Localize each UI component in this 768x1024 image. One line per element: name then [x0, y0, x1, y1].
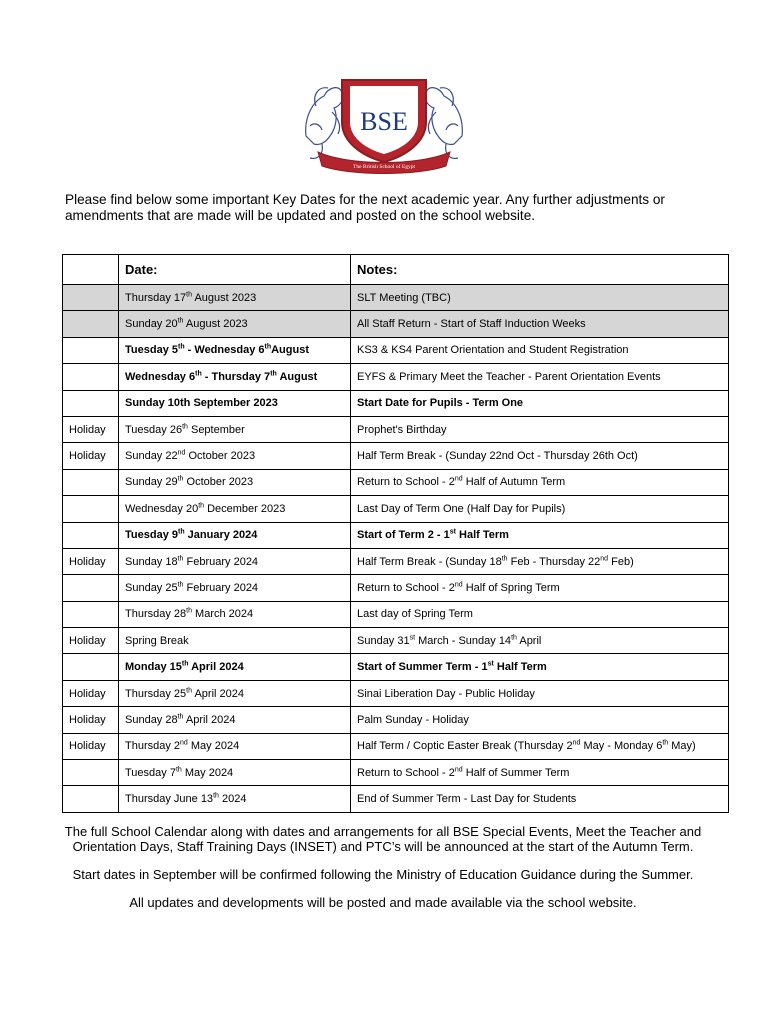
- table-row: [63, 390, 729, 416]
- ordinal-suffix: st: [487, 660, 494, 668]
- row-date: [119, 416, 351, 442]
- cell-text: August: [276, 370, 318, 383]
- cell-text: August 2023: [192, 291, 257, 304]
- cell-text: Thursday June 13: [125, 793, 214, 806]
- ordinal-suffix: th: [178, 343, 185, 351]
- ordinal-suffix: nd: [600, 554, 609, 562]
- row-type: Holiday: [63, 548, 119, 574]
- footer-notes: [62, 824, 704, 923]
- row-date: [119, 760, 351, 786]
- cell-text: EYFS & Primary Meet the Teacher - Parent Orientation Events: [357, 370, 661, 383]
- row-date: [119, 654, 351, 680]
- cell-text: Thursday 17: [125, 291, 187, 304]
- table-body: [63, 285, 729, 813]
- row-date: [119, 285, 351, 311]
- cell-text: Start Date for Pupils - Term One: [357, 397, 524, 410]
- row-note: [351, 443, 729, 469]
- key-dates-table: [62, 254, 729, 813]
- cell-text: Last Day of Term One (Half Day for Pupils): [357, 502, 566, 515]
- row-date: [119, 443, 351, 469]
- cell-text: 2024: [218, 793, 247, 806]
- row-date: [119, 786, 351, 812]
- cell-text: Tuesday 7: [125, 766, 176, 779]
- table-row: [63, 364, 729, 390]
- table-row: [63, 416, 729, 442]
- cell-text: Half of Spring Term: [462, 581, 560, 594]
- row-note: [351, 707, 729, 733]
- ordinal-suffix: th: [177, 317, 184, 325]
- cell-text: October 2023: [183, 476, 254, 489]
- row-date: [119, 628, 351, 654]
- ordinal-suffix: th: [264, 343, 272, 351]
- table-row: [63, 496, 729, 522]
- table-row: [63, 337, 729, 363]
- row-type: [63, 496, 119, 522]
- ordinal-suffix: th: [186, 686, 192, 694]
- cell-text: Half Term Break - (Sunday 18: [357, 555, 502, 568]
- cell-text: Wednesday 20: [125, 502, 199, 515]
- ordinal-suffix: th: [213, 792, 219, 800]
- header-type: [63, 255, 119, 285]
- cell-text: August 2023: [183, 318, 248, 331]
- row-note: [351, 548, 729, 574]
- cell-text: Half of Autumn Term: [462, 476, 566, 489]
- ordinal-suffix: th: [177, 475, 184, 483]
- row-type: Holiday: [63, 680, 119, 706]
- cell-text: Monday 15: [125, 661, 182, 674]
- cell-text: May): [668, 740, 696, 753]
- row-type: Holiday: [63, 707, 119, 733]
- cell-text: Palm Sunday - Holiday: [357, 713, 469, 726]
- cell-text: August: [271, 344, 309, 357]
- row-date: [119, 390, 351, 416]
- cell-text: Return to School - 2: [357, 476, 455, 489]
- table-row: [63, 311, 729, 337]
- cell-text: Feb - Thursday 22: [507, 555, 601, 568]
- row-type: [63, 311, 119, 337]
- cell-text: All Staff Return - Start of Staff Induction Weeks: [357, 318, 586, 331]
- cell-text: Start of Term 2 - 1: [357, 529, 450, 542]
- cell-text: Sunday 25: [125, 581, 178, 594]
- ordinal-suffix: st: [409, 634, 416, 642]
- logo-motto: The British School of Egypt: [352, 164, 416, 170]
- cell-text: Thursday 25: [125, 687, 187, 700]
- footer-paragraph-start-dates: Start dates in September will be confirmed following the Ministry of Education Guidance during the Summer.: [72, 867, 694, 882]
- ordinal-suffix: th: [195, 370, 202, 378]
- cell-text: April 2024: [192, 687, 244, 700]
- table-row: [63, 548, 729, 574]
- ordinal-suffix: th: [177, 554, 184, 562]
- row-date: [119, 469, 351, 495]
- cell-text: Sunday 28: [125, 713, 178, 726]
- ordinal-suffix: st: [449, 528, 456, 536]
- cell-text: Thursday 2: [125, 740, 181, 753]
- cell-text: May - Monday 6: [580, 740, 663, 753]
- row-type: [63, 786, 119, 812]
- school-logo: [298, 66, 470, 178]
- ordinal-suffix: th: [662, 739, 669, 747]
- cell-text: December 2023: [204, 502, 286, 515]
- cell-text: Return to School - 2: [357, 766, 455, 779]
- row-type: [63, 601, 119, 627]
- row-type: [63, 285, 119, 311]
- cell-text: Start of Summer Term - 1: [357, 661, 488, 674]
- cell-text: Half of Summer Term: [462, 766, 570, 779]
- ordinal-suffix: th: [177, 581, 184, 589]
- cell-text: Return to School - 2: [357, 581, 455, 594]
- table-header-row: [63, 255, 729, 285]
- cell-text: Sinai Liberation Day - Public Holiday: [357, 687, 535, 700]
- row-date: [119, 575, 351, 601]
- row-note: [351, 364, 729, 390]
- row-type: [63, 522, 119, 548]
- table-row: [63, 628, 729, 654]
- row-note: [351, 390, 729, 416]
- cell-text: Sunday 20: [125, 318, 178, 331]
- row-note: [351, 416, 729, 442]
- ordinal-suffix: th: [270, 370, 277, 378]
- row-note: [351, 601, 729, 627]
- row-date: [119, 733, 351, 759]
- row-type: Holiday: [63, 416, 119, 442]
- cell-text: Half Term Break - (Sunday 22nd Oct - Thursday 26th Oct): [357, 450, 638, 463]
- cell-text: Sunday 10th September 2023: [125, 397, 278, 410]
- cell-text: January 2024: [184, 529, 258, 542]
- cell-text: Tuesday 26: [125, 423, 183, 436]
- ordinal-suffix: th: [186, 607, 192, 615]
- row-note: [351, 285, 729, 311]
- ordinal-suffix: nd: [180, 739, 188, 747]
- cell-text: Thursday 28: [125, 608, 187, 621]
- cell-text: End of Summer Term - Last Day for Students: [357, 793, 577, 806]
- cell-text: February 2024: [183, 581, 259, 594]
- bse-crest-icon: [298, 66, 470, 178]
- row-type: [63, 575, 119, 601]
- cell-text: Sunday 29: [125, 476, 178, 489]
- row-type: Holiday: [63, 733, 119, 759]
- row-note: [351, 311, 729, 337]
- left-lion-icon: [306, 88, 344, 159]
- cell-text: Feb): [608, 555, 634, 568]
- row-note: [351, 733, 729, 759]
- row-type: Holiday: [63, 628, 119, 654]
- row-note: [351, 760, 729, 786]
- ordinal-suffix: nd: [177, 449, 186, 457]
- cell-text: Sunday 18: [125, 555, 178, 568]
- cell-text: September: [187, 423, 245, 436]
- row-note: [351, 522, 729, 548]
- row-type: [63, 364, 119, 390]
- table-row: [63, 680, 729, 706]
- row-note: [351, 786, 729, 812]
- row-note: [351, 575, 729, 601]
- row-date: [119, 680, 351, 706]
- cell-text: April: [516, 634, 542, 647]
- cell-text: KS3 & KS4 Parent Orientation and Student Registration: [357, 344, 629, 357]
- right-lion-icon: [425, 88, 463, 159]
- row-note: [351, 654, 729, 680]
- cell-text: Tuesday 5: [125, 344, 178, 357]
- cell-text: Spring Break: [125, 634, 189, 647]
- intro-paragraph: Please find below some important Key Dates for the next academic year. Any further adjustments or amendments that are made will be updated and posted on the school website.: [65, 192, 665, 223]
- cell-text: - Wednesday 6: [184, 344, 265, 357]
- cell-text: April 2024: [188, 661, 244, 674]
- cell-text: February 2024: [183, 555, 259, 568]
- footer-paragraph-updates: All updates and developments will be posted and made available via the school website.: [129, 895, 637, 910]
- row-type: [63, 390, 119, 416]
- cell-text: Wednesday 6: [125, 370, 196, 383]
- cell-text: Sunday 31: [357, 634, 410, 647]
- ordinal-suffix: th: [181, 660, 189, 668]
- ordinal-suffix: nd: [454, 581, 463, 589]
- row-type: Holiday: [63, 443, 119, 469]
- header-notes: Notes:: [351, 255, 729, 285]
- row-date: [119, 548, 351, 574]
- ordinal-suffix: th: [501, 554, 508, 562]
- header-date: Date:: [119, 255, 351, 285]
- table-row: [63, 285, 729, 311]
- table-row: [63, 733, 729, 759]
- table-row: [63, 443, 729, 469]
- ordinal-suffix: th: [511, 634, 517, 642]
- ordinal-suffix: nd: [454, 766, 463, 774]
- ordinal-suffix: nd: [572, 739, 581, 747]
- row-date: [119, 707, 351, 733]
- cell-text: Tuesday 9: [125, 529, 178, 542]
- row-type: [63, 654, 119, 680]
- row-date: [119, 601, 351, 627]
- row-date: [119, 311, 351, 337]
- table-row: [63, 760, 729, 786]
- cell-text: Sunday 22: [125, 450, 178, 463]
- row-date: [119, 364, 351, 390]
- ordinal-suffix: nd: [454, 475, 463, 483]
- cell-text: Last day of Spring Term: [357, 608, 473, 621]
- cell-text: Half Term: [493, 661, 547, 674]
- cell-text: - Thursday 7: [201, 370, 271, 383]
- row-date: [119, 496, 351, 522]
- ordinal-suffix: th: [182, 422, 188, 430]
- table-row: [63, 469, 729, 495]
- logo-initials: BSE: [360, 107, 408, 136]
- cell-text: October 2023: [185, 450, 256, 463]
- table-row: [63, 654, 729, 680]
- cell-text: March 2024: [192, 608, 254, 621]
- row-date: [119, 337, 351, 363]
- row-type: [63, 337, 119, 363]
- table-row: [63, 786, 729, 812]
- cell-text: Half Term / Coptic Easter Break (Thursday 2: [357, 740, 573, 753]
- footer-paragraph-calendar: The full School Calendar along with dates and arrangements for all BSE Special Events, Meet the Teacher and Orientation Days, Staff Training Days (INSET) and PTC’s will be announced at the start of the Autumn Term.: [64, 824, 702, 854]
- cell-text: SLT Meeting (TBC): [357, 291, 451, 304]
- row-note: [351, 496, 729, 522]
- cell-text: May 2024: [187, 740, 240, 753]
- ordinal-suffix: th: [186, 291, 192, 299]
- table-row: [63, 522, 729, 548]
- row-type: [63, 760, 119, 786]
- row-date: [119, 522, 351, 548]
- table-row: [63, 575, 729, 601]
- ordinal-suffix: th: [175, 766, 182, 774]
- table-row: [63, 707, 729, 733]
- table-row: [63, 601, 729, 627]
- row-note: [351, 337, 729, 363]
- row-note: [351, 680, 729, 706]
- ordinal-suffix: th: [178, 528, 185, 536]
- cell-text: March - Sunday 14: [415, 634, 512, 647]
- cell-text: May 2024: [181, 766, 234, 779]
- cell-text: Prophet's Birthday: [357, 423, 447, 436]
- cell-text: Half Term: [455, 529, 509, 542]
- ordinal-suffix: th: [177, 713, 184, 721]
- row-note: [351, 628, 729, 654]
- row-type: [63, 469, 119, 495]
- cell-text: April 2024: [183, 713, 236, 726]
- row-note: [351, 469, 729, 495]
- ordinal-suffix: th: [198, 502, 205, 510]
